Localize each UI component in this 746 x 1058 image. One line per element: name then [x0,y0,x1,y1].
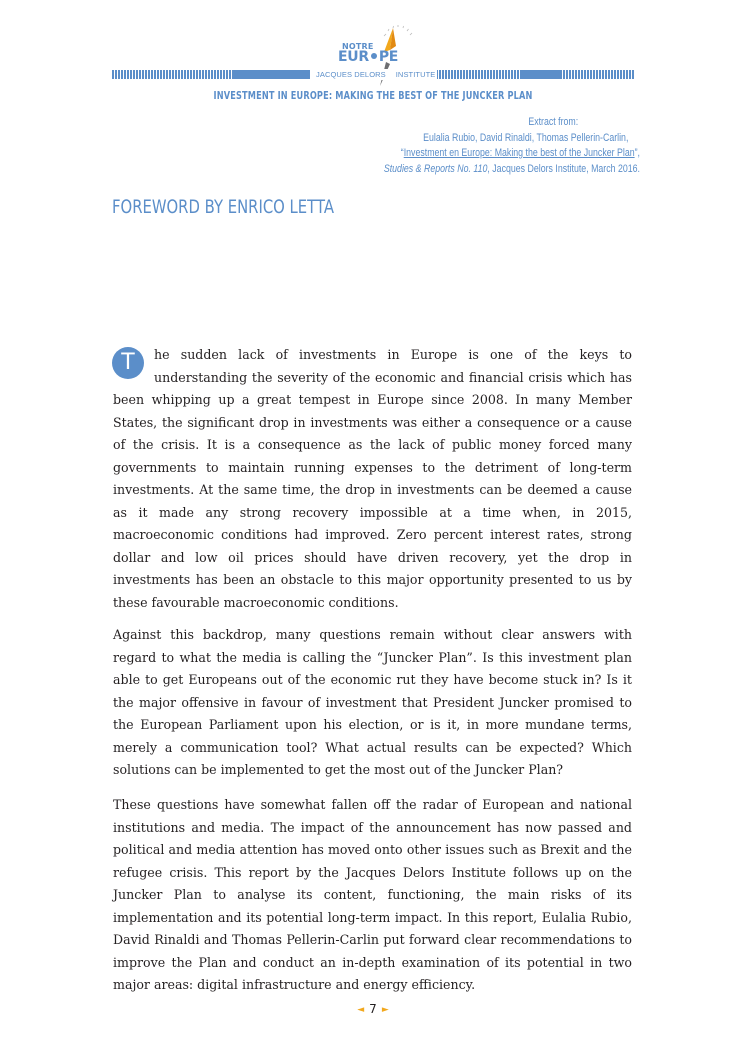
extract-publication [368,162,640,178]
dropcap: T [112,347,144,379]
rule-solid-segment [522,70,560,79]
report-title-link[interactable]: Investment en Europe: Making the best of the Juncker Plan [403,147,635,159]
extract-label-text: Extract from: [528,116,579,128]
logo-text-jacques-delors: JACQUES DELORS [316,70,386,79]
section-heading: FOREWORD BY ENRICO LETTA [112,196,335,218]
running-title: INVESTMENT IN EUROPE: MAKING THE BEST OF THE JUNCKER PLAN [213,90,533,102]
paragraph-2 [113,624,632,782]
logo-subtitle [314,69,437,80]
logo-dot-icon [371,53,377,59]
rule-hatched-segment [560,70,634,79]
paragraph-3 [113,794,632,997]
publisher-text: , Jacques Delors Institute, March 2016. [487,162,640,175]
logo-text-eur: EUR [338,49,369,65]
logo-text-pe: PE [378,49,399,65]
paragraph-3-text: These questions have somewhat fallen off the radar of European and national institutions and media. The impact of the announcement has now passed and political and media attention has moved onto other issues such as Brexit and the refugee crisis. This report by the Jacques Delors Institute follows up on the Juncker Plan to analyse its content, functioning, the main risks of its implementation and its potential long-term impact. In this report, Eulalia Rubio, David Rinaldi and Thomas Pellerin-Carlin put forward clear recommendations to improve the Plan and conduct an in-depth examination of its potential in two major areas: digital infrastructure and energy efficiency. [113,797,632,992]
series-name: Studies & Reports No. 110 [383,162,488,175]
extract-authors [366,131,638,147]
extract-authors-text: Eulalia Rubio, David Rinaldi, Thomas Pellerin-Carlin, [423,131,629,144]
page-footer [0,1002,746,1016]
arrow-right-icon: ► [381,1004,389,1015]
arrow-left-icon: ◄ [357,1004,365,1015]
rule-hatched-segment [112,70,232,79]
paragraph-2-text: Against this backdrop, many questions remain without clear answers with regard to what the media is calling the “Juncker Plan”. Is this investment plan able to get Europeans out of the economic rut they have become stuck in? Is it the major offensive in favour of investment that President Juncker promised to the European Parliament upon his election, or is it, in more mundane terms, merely a communication tool? What actual results can be expected? Which solutions can be implemented to get the most out of the Juncker Plan? [113,627,632,777]
paragraph-1-text: he sudden lack of investments in Europe is one of the keys to understanding the severity of the economic and financial crisis which has been whipping up a great tempest in Europe since 2008. In many Member States, the significant drop in investments was either a consequence or a cause of the crisis. It is a consequence as the lack of public money forced many governments to maintain running expenses to the detriment of long-term investments. At the same time, the drop in investments can be deemed a cause as it made any strong recovery impossible at a time when, in 2015, macroeconomic conditions had improved. Zero percent interest rates, strong dollar and low oil prices should have driven recovery, yet the drop in investments has been an obstacle to this major opportunity presented to us by these favourable macroeconomic conditions. [113,347,632,610]
logo-text-notre: NOTRE [342,42,374,51]
quote-close: ”, [634,147,640,159]
logo-text-institute: INSTITUTE [395,70,436,79]
extract-label [355,115,627,131]
paragraph-1 [113,344,632,614]
quote-open: “ [400,147,404,159]
extract-citation [300,115,640,177]
page-number: 7 [369,1002,377,1016]
extract-title [368,146,640,162]
rule-solid-segment [232,70,310,79]
